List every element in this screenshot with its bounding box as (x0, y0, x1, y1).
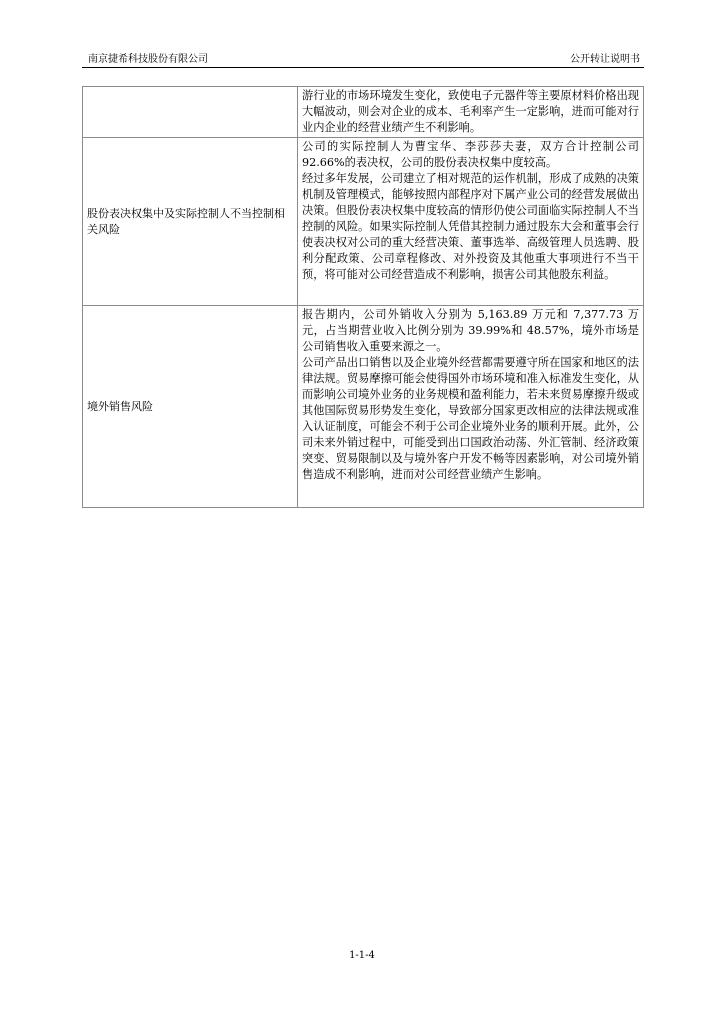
risk-name-cell (83, 87, 298, 138)
risk-paragraph: 公司产品出口销售以及企业境外经营都需要遵守所在国家和地区的法律法规。贸易摩擦可能会使得国外市场环境和准入标准发生变化，从而影响公司境外业务的业务规模和盈利能力，若未来贸易摩擦升级或其他国际贸易形势发生变化，导致部分国家更改相应的法律法规或准入认证制度，可能会不利于公司企业境外业务的顺利开展。此外，公司未来外销过程中，可能受到出口国政治动荡、外汇管制、经济政策突变、贸易限制以及与境外客户开发不畅等因素影响，对公司境外销售造成不利影响，进而对公司经营业绩产生影响。 (302, 356, 639, 481)
risk-name-cell: 境外销售风险 (83, 306, 298, 508)
page-number: 1-1-4 (349, 950, 375, 961)
risk-description-cell (298, 87, 644, 138)
risk-paragraph: 公司的实际控制人为曹宝华、李莎莎夫妻，双方合计控制公司 92.66%的表决权，公司的股份表决权集中度较高。 (302, 140, 639, 169)
risk-table (82, 86, 644, 508)
risk-description-cell (298, 306, 644, 508)
risk-name-cell: 股份表决权集中及实际控制人不当控制相关风险 (83, 138, 298, 306)
risk-paragraph: 报告期内，公司外销收入分别为 5,163.89 万元和 7,377.73 万元，占当期营业收入比例分别为 39.99%和 48.57%，境外市场是公司销售收入重要来源之一。 (302, 308, 639, 353)
risk-paragraph: 游行业的市场环境发生变化，致使电子元器件等主要原材料价格出现大幅波动，则会对企业的成本、毛利率产生一定影响，进而可能对行业内企业的经营业绩产生不利影响。 (302, 89, 639, 134)
table-row (83, 138, 644, 306)
risk-paragraph: 经过多年发展，公司建立了相对规范的运作机制，形成了成熟的决策机制及管理模式，能够按照内部程序对下属产业公司的经营发展做出决策。但股份表决权集中度较高的情形仍使公司面临实际控制人不当控制的风险。如果实际控制人凭借其控制力通过股东大会和董事会行使表决权对公司的重大经营决策、董事选举、高级管理人员选聘、股利分配政策、公司章程修改、对外投资及其他重大事项进行不当干预，将可能对公司经营造成不利影响，损害公司其他股东利益。 (302, 172, 639, 281)
document-type: 公开转让说明书 (570, 54, 640, 65)
table-row (83, 306, 644, 508)
page-header (82, 52, 644, 68)
header-rule (82, 67, 644, 68)
table-row (83, 87, 644, 138)
risk-description-cell (298, 138, 644, 306)
company-name: 南京捷希科技股份有限公司 (88, 54, 208, 65)
